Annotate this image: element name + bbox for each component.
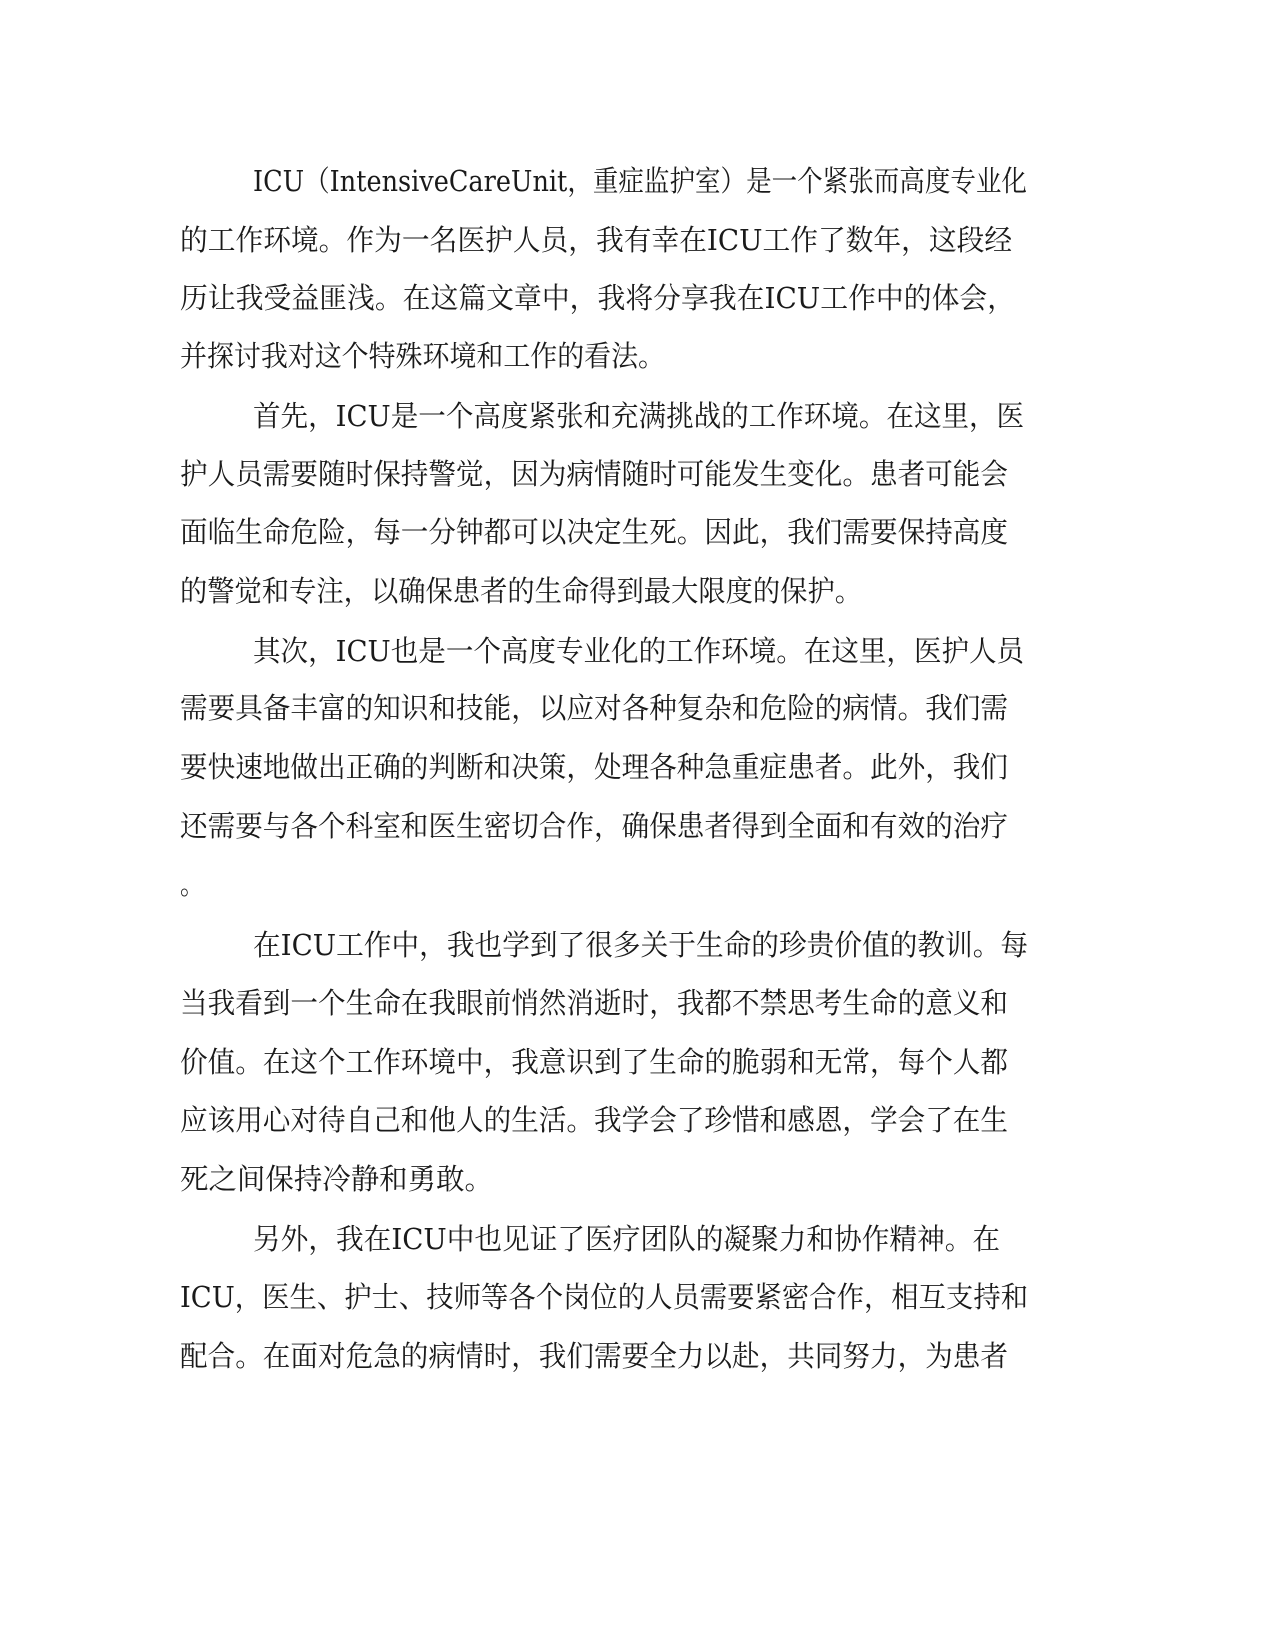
paragraph-line-11: 要快速地做出正确的判断和决策，处理各种急重症患者。此外，我们 (180, 750, 1009, 784)
paragraph-line-20: ICU，医生、护士、技师等各个岗位的人员需要紧密合作，相互支持和 (180, 1280, 1029, 1314)
paragraph-line-21: 配合。在面对危急的病情时，我们需要全力以赴，共同努力，为患者 (180, 1339, 1009, 1373)
paragraph-line-17: 应该用心对待自己和他人的生活。我学会了珍惜和感恩，学会了在生 (180, 1103, 1009, 1137)
paragraph-line-8: 的警觉和专注，以确保患者的生命得到最大限度的保护。 (180, 574, 863, 608)
paragraph-line-15: 当我看到一个生命在我眼前悄然消逝时，我都不禁思考生命的意义和 (180, 986, 1009, 1020)
paragraph-line-14: 在ICU工作中，我也学到了很多关于生命的珍贵价值的教训。每 (253, 928, 1029, 962)
paragraph-line-9: 其次，ICU也是一个高度专业化的工作环境。在这里，医护人员 (253, 634, 1025, 668)
paragraph-line-3: 历让我受益匪浅。在这篇文章中，我将分享我在ICU工作中的体会， (180, 281, 1016, 315)
paragraph-line-4: 并探讨我对这个特殊环境和工作的看法。 (180, 339, 666, 373)
paragraph-line-2: 的工作环境。作为一名医护人员，我有幸在ICU工作了数年，这段经 (180, 223, 1013, 257)
paragraph-line-7: 面临生命危险，每一分钟都可以决定生死。因此，我们需要保持高度 (180, 515, 1009, 549)
paragraph-line-13: 。 (180, 867, 205, 901)
paragraph-line-6: 护人员需要随时保持警觉，因为病情随时可能发生变化。患者可能会 (180, 457, 1009, 491)
paragraph-line-19: 另外，我在ICU中也见证了医疗团队的凝聚力和协作精神。在 (253, 1222, 1001, 1256)
paragraph-line-18: 死之间保持冷静和勇敢。 (180, 1162, 494, 1196)
paragraph-line-1: ICU（IntensiveCareUnit，重症监护室）是一个紧张而高度专业化 (253, 164, 1027, 198)
paragraph-line-5: 首先，ICU是一个高度紧张和充满挑战的工作环境。在这里，医 (253, 399, 1025, 433)
paragraph-line-16: 价值。在这个工作环境中，我意识到了生命的脆弱和无常，每个人都 (180, 1045, 1009, 1079)
paragraph-line-12: 还需要与各个科室和医生密切合作，确保患者得到全面和有效的治疗 (180, 809, 1009, 843)
paragraph-line-10: 需要具备丰富的知识和技能，以应对各种复杂和危险的病情。我们需 (180, 691, 1009, 725)
